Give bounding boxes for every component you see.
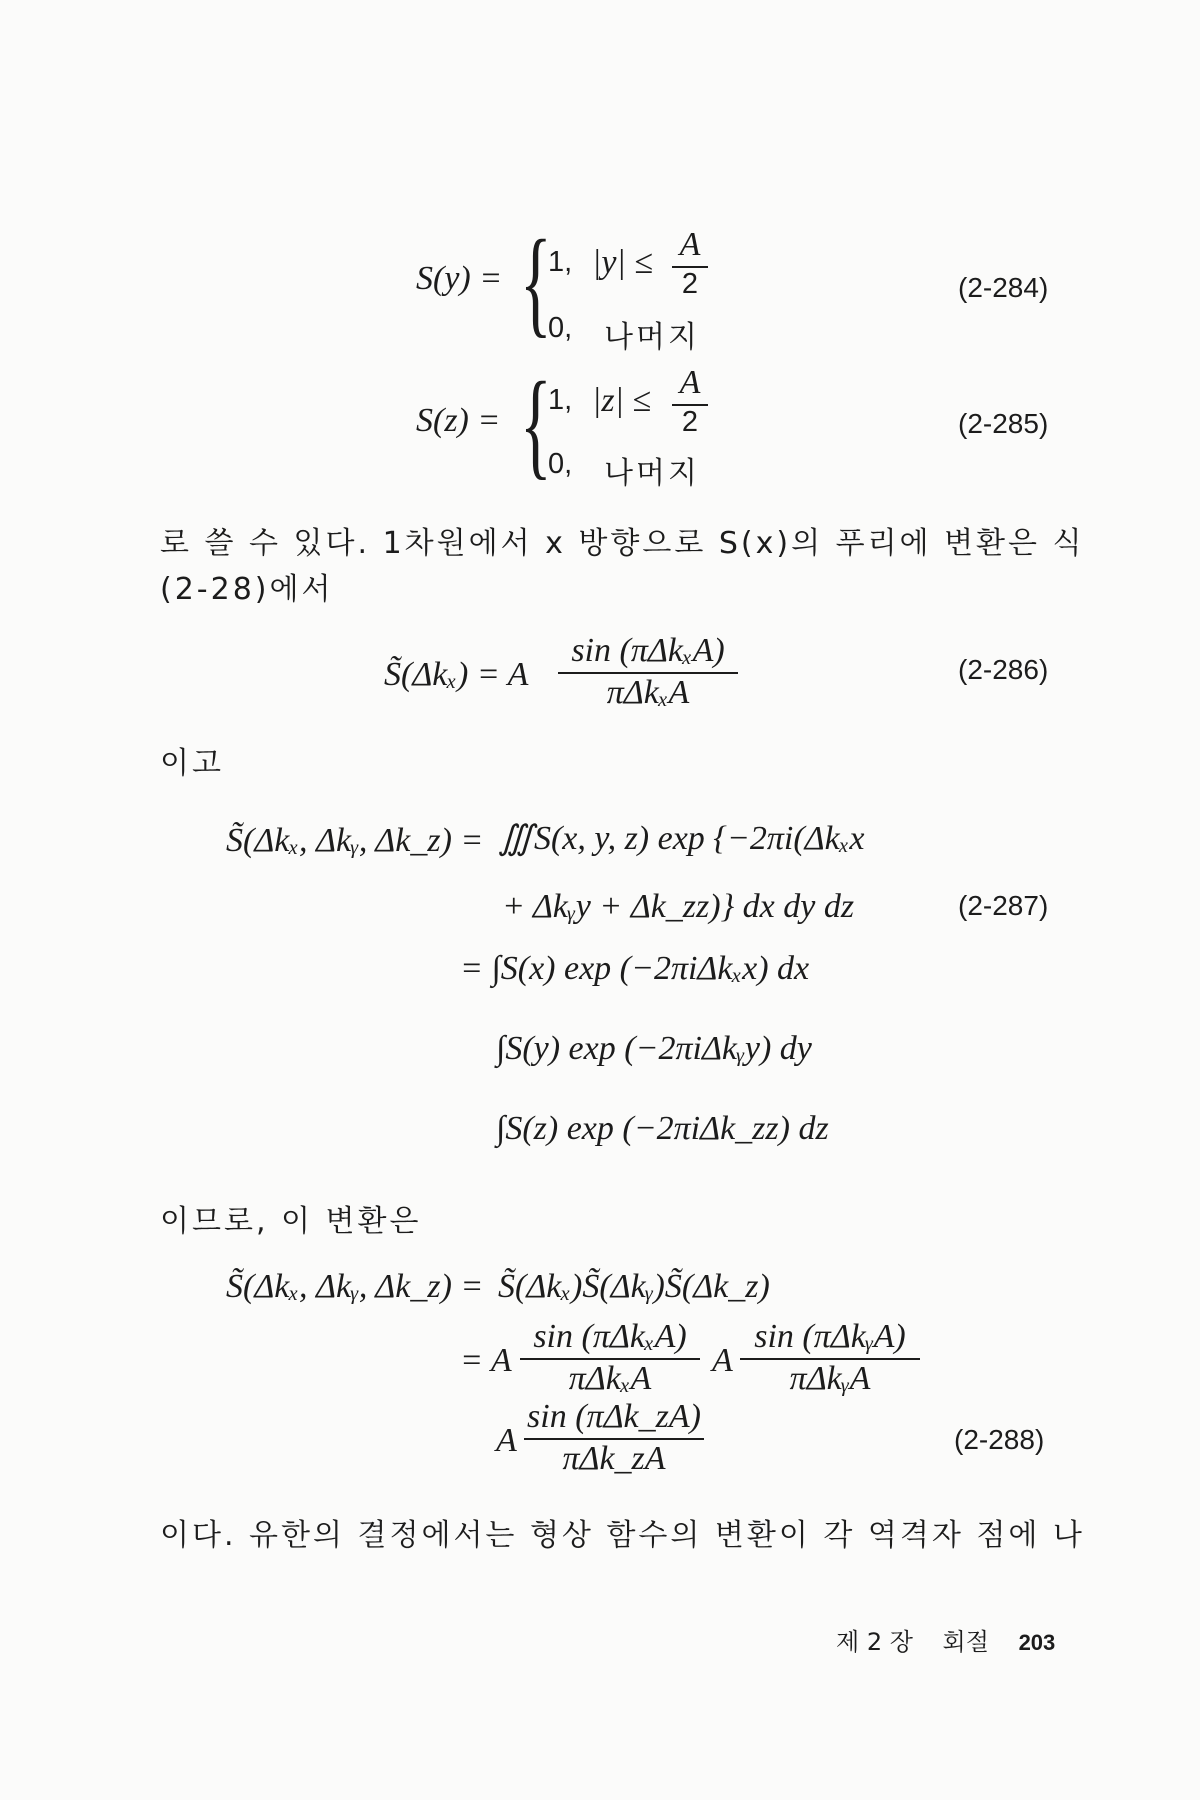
body-text-line: 이고: [160, 746, 224, 781]
equation-number: (2-286): [958, 654, 1049, 685]
frac-denominator: πΔkₓA: [606, 674, 690, 711]
left-brace: {: [520, 215, 552, 348]
eq-lhs: S̃(Δkₓ) = A: [384, 656, 529, 693]
frac-numerator: sin (πΔk_zA): [527, 1398, 701, 1435]
running-footer: [836, 1622, 1055, 1657]
eq-lhs: S(y) =: [416, 260, 503, 297]
eq-prefix: = A: [460, 1342, 512, 1379]
chapter-title: 회절: [942, 1628, 989, 1656]
body-text-line: (2-28)에서: [160, 572, 334, 607]
eq-prefix: A: [496, 1422, 517, 1459]
frac-denominator: πΔkᵧA: [789, 1360, 871, 1397]
frac-denominator: 2: [681, 406, 699, 438]
case-condition: |y| ≤: [592, 244, 653, 281]
body-text-line: 로 쓸 수 있다. 1차원에서 x 방향으로 S(x)의 푸리에 변환은 식: [160, 526, 1085, 561]
eq-rhs: S̃(Δkₓ)S̃(Δkᵧ)S̃(Δk_z): [498, 1268, 770, 1305]
frac-numerator: sin (πΔkᵧA): [754, 1318, 906, 1355]
case-condition: 나머지: [604, 456, 700, 491]
frac-numerator: sin (πΔkₓA): [533, 1318, 687, 1355]
eq-line: ∫S(z) exp (−2πiΔk_zz) dz: [496, 1110, 829, 1147]
page-number: 203: [1018, 1630, 1056, 1655]
body-text-line: 이므로, 이 변환은: [160, 1204, 422, 1239]
eq-lhs: S̃(Δkₓ, Δkᵧ, Δk_z) =: [226, 822, 484, 859]
case-value: 0,: [548, 448, 573, 480]
frac-numerator: A: [679, 364, 701, 401]
case-value: 1,: [548, 384, 573, 416]
equation-number: (2-287): [958, 890, 1049, 921]
frac-denominator: πΔk_zA: [562, 1440, 666, 1477]
chapter-label: 제 2 장: [836, 1628, 913, 1656]
frac-denominator: 2: [681, 268, 699, 300]
case-value: 1,: [548, 246, 573, 278]
equation-number: (2-288): [954, 1424, 1045, 1455]
eq-lhs: S̃(Δkₓ, Δkᵧ, Δk_z) =: [226, 1268, 484, 1305]
frac-denominator: πΔkₓA: [568, 1360, 652, 1397]
frac-numerator: sin (πΔkₓA): [571, 632, 725, 669]
eq-line: + Δkᵧy + Δk_zz)} dx dy dz: [502, 888, 855, 925]
case-condition: 나머지: [604, 320, 700, 355]
body-text-line: 이다. 유한의 결정에서는 형상 함수의 변환이 각 역격자 점에 나: [160, 1518, 1085, 1553]
left-brace: {: [520, 357, 552, 490]
eq-factor: A: [712, 1342, 733, 1379]
frac-numerator: A: [679, 226, 701, 263]
equation-number: (2-284): [958, 272, 1049, 303]
equation-number: (2-285): [958, 408, 1049, 439]
eq-rhs: ∭S(x, y, z) exp {−2πi(Δkₓx: [498, 820, 865, 857]
eq-line: = ∫S(x) exp (−2πiΔkₓx) dx: [460, 950, 810, 987]
eq-lhs: S(z) =: [416, 402, 501, 439]
case-condition: |z| ≤: [592, 382, 652, 419]
case-value: 0,: [548, 312, 573, 344]
eq-line: ∫S(y) exp (−2πiΔkᵧy) dy: [496, 1030, 812, 1067]
